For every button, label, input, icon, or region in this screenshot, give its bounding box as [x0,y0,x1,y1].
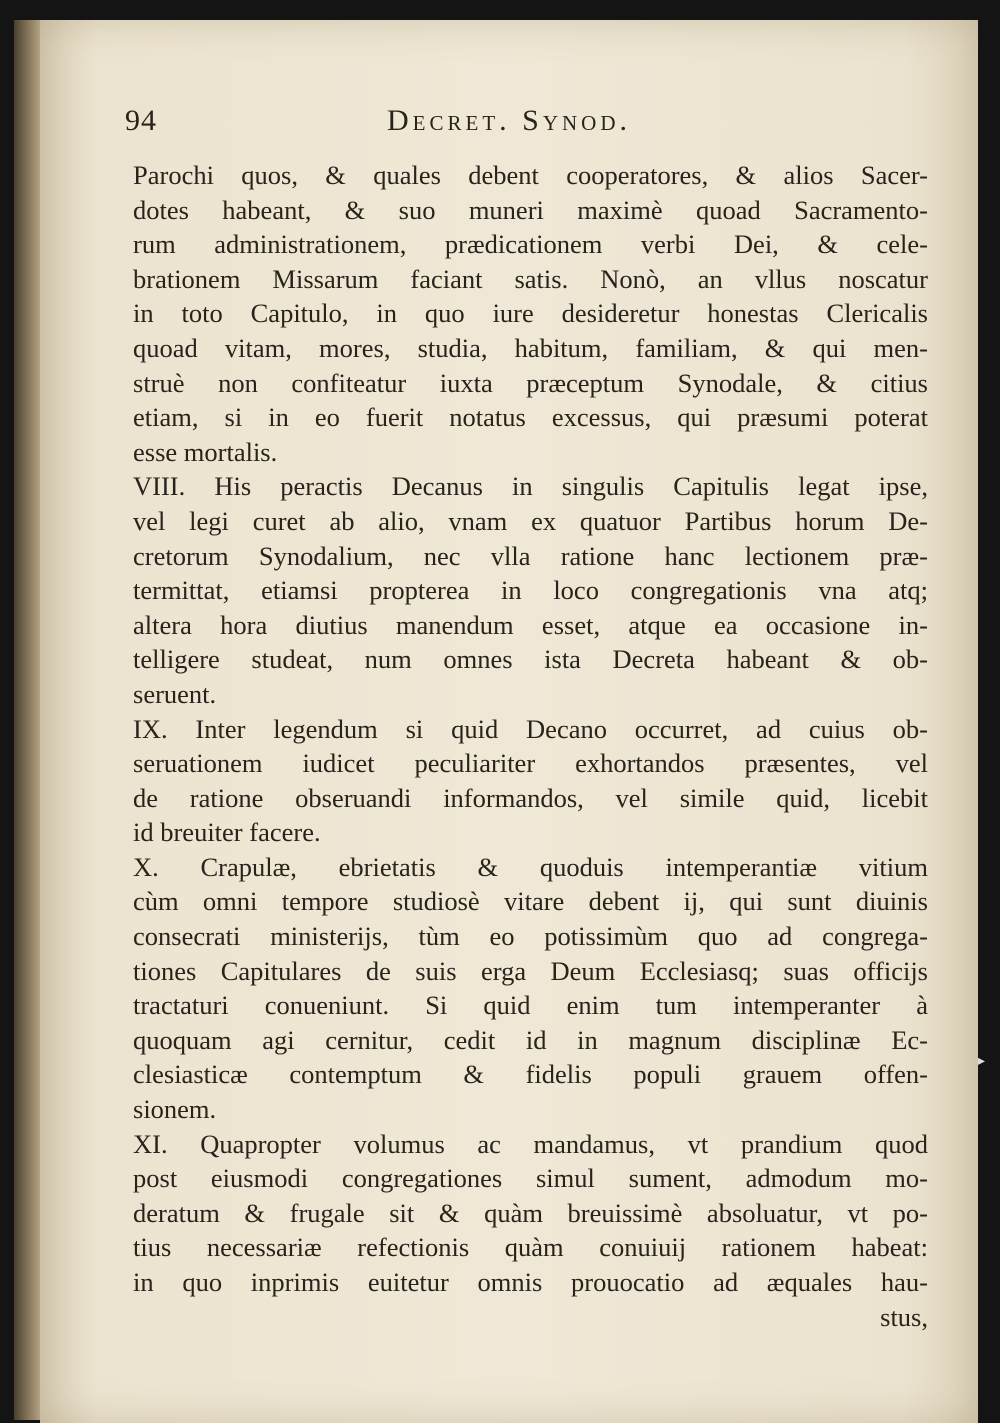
text-line: deratum & frugale sit & quàm breuissimè absoluatur, vt po- [133,1197,928,1228]
text-line: tractaturi conueniunt. Si quid enim tum intemperanter à [133,990,928,1021]
text-line: tiones Capitulares de suis erga Deum Ecclesiasq; suas officijs [133,955,928,986]
text-line: XI. Quapropter volumus ac mandamus, vt prandium quod [133,1128,928,1159]
text-line: telligere studeat, num omnes ista Decreta habeant & ob- [133,644,928,675]
text-line: X. Crapulæ, ebrietatis & quoduis intemperantiæ vitium [133,851,928,882]
text-line: cretorum Synodalium, nec vlla ratione hanc lectionem præ- [133,540,928,571]
page-header [125,104,845,154]
text-line: quoad vitam, mores, studia, habitum, familiam, & qui men- [133,332,928,363]
text-line: clesiasticæ contemptum & fidelis populi grauem offen- [133,1059,928,1090]
text-line: consecrati ministerijs, tùm eo potissimùm quo ad congrega- [133,921,928,952]
text-line: brationem Missarum faciant satis. Nonò, an vllus noscatur [133,263,928,294]
text-line: dotes habeant, & suo muneri maximè quoad Sacramento- [133,194,928,225]
text-line: termittat, etiamsi propterea in loco congregationis vna atq; [133,575,928,606]
text-line: seruationem iudicet peculiariter exhortandos præsentes, vel [133,748,928,779]
text-line: in quo inprimis euitetur omnis prouocatio ad æquales hau- [133,1267,928,1297]
running-head: Decret. Synod. [387,104,632,137]
text-line: tius necessariæ refectionis quàm conuiuij rationem habeat: [133,1232,928,1263]
text-line: in toto Capitulo, in quo iure desideretur honestas Clericalis [133,298,928,329]
text-line: seruent. [133,678,217,709]
margin-mark: ▸ [978,1054,986,1069]
text-line: post eiusmodi congregationes simul sument, admodum mo- [133,1163,928,1194]
text-line: esse mortalis. [133,436,278,467]
text-line: quoquam agi cernitur, cedit id in magnum disciplinæ Ec- [133,1024,928,1055]
text-line: rum administrationem, prædicationem verbi Dei, & cele- [133,229,928,260]
text-line: sionem. [133,1094,217,1125]
text-line: de ratione obseruandi informandos, vel simile quid, licebit [133,782,928,813]
book-spine-edge [14,20,42,1420]
text-line: altera hora diutius manendum esset, atque ea occasione in- [133,609,928,640]
text-line: VIII. His peractis Decanus in singulis Capitulis legat ipse, [133,471,928,502]
body-text [133,158,928,1334]
text-line: cùm omni tempore studiosè vitare debent ij, qui sunt diuinis [133,886,928,917]
text-line: struè non confiteatur iuxta præceptum Synodale, & citius [133,367,928,398]
text-line: IX. Inter legendum si quid Decano occurret, ad cuius ob- [133,713,928,744]
text-line: etiam, si in eo fuerit notatus excessus, qui præsumi poterat [133,402,928,433]
text-line: id breuiter facere. [133,817,321,848]
text-line: Parochi quos, & quales debent cooperatores, & alios Sacer- [133,160,928,190]
catchword: stus, [880,1301,928,1332]
text-line: vel legi curet ab alio, vnam ex quatuor Partibus horum De- [133,505,928,536]
page-number: 94 [125,104,157,137]
